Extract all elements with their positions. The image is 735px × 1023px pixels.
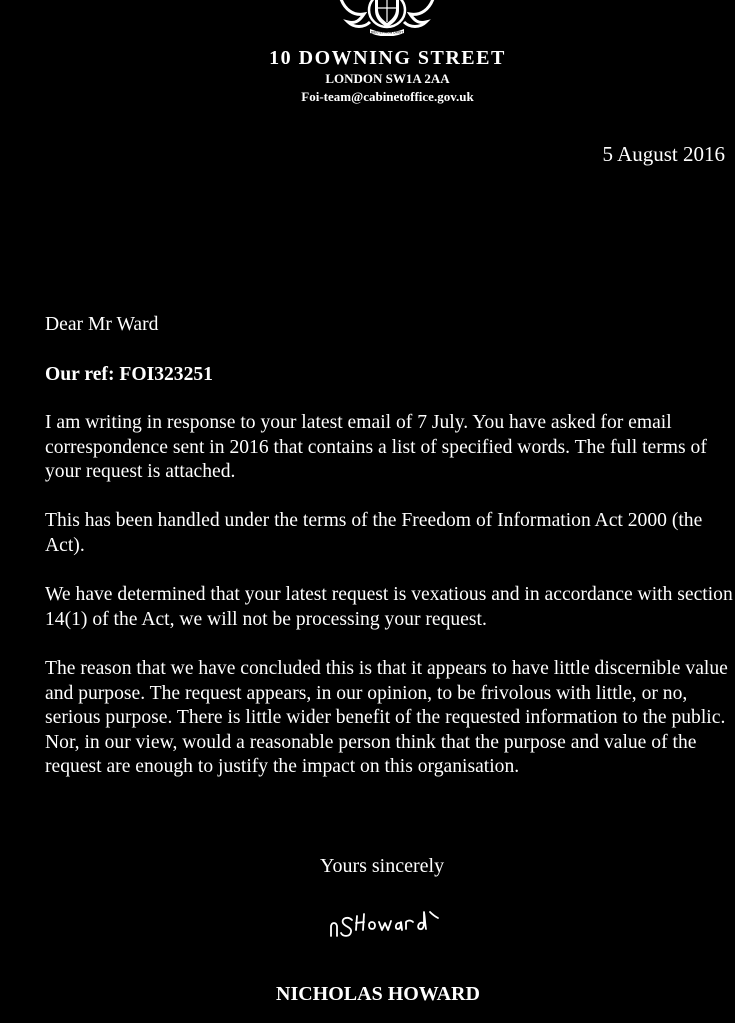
royal-coat-of-arms-icon xyxy=(334,0,440,36)
handwritten-signature-icon xyxy=(326,908,448,942)
paragraph-reasoning: The reason that we have concluded this is that it appears to have little discernible value and purpose. The request appears, in our opinion, to be frivolous with little, or no, serious purpose. There is little wider benefit of the requested information to the public. Nor, in our view, would a reasonable person think that the purpose and value of the request are enough to justify the impact on this organisation. xyxy=(45,658,728,778)
closing: Yours sincerely xyxy=(320,855,445,877)
letterhead-address-line-2: LONDON SW1A 2AA xyxy=(325,71,450,86)
signer-name: NICHOLAS HOWARD xyxy=(276,983,480,1005)
letterhead-address-line-1: 10 DOWNING STREET xyxy=(269,47,506,69)
salutation: Dear Mr Ward xyxy=(45,314,159,335)
paragraph-request-summary: I am writing in response to your latest email of 7 July. You have asked for email correspondence sent in 2016 that contains a list of specified words. The full terms of your request is attached. xyxy=(45,412,707,483)
letterhead-email: Foi-team@cabinetoffice.gov.uk xyxy=(301,89,474,104)
signature-text: NSHoward xyxy=(326,908,331,909)
paragraph-legal-basis: This has been handled under the terms of the Freedom of Information Act 2000 (the Act). xyxy=(45,510,703,556)
letter-date: 5 August 2016 xyxy=(602,142,725,166)
crest-motto: DIEU ET MON DROIT xyxy=(370,30,404,35)
paragraph-decision: We have determined that your latest request is vexatious and in accordance with section 14(1) of the Act, we will not be processing your request. xyxy=(45,584,733,630)
reference-number: Our ref: FOI323251 xyxy=(45,364,213,385)
